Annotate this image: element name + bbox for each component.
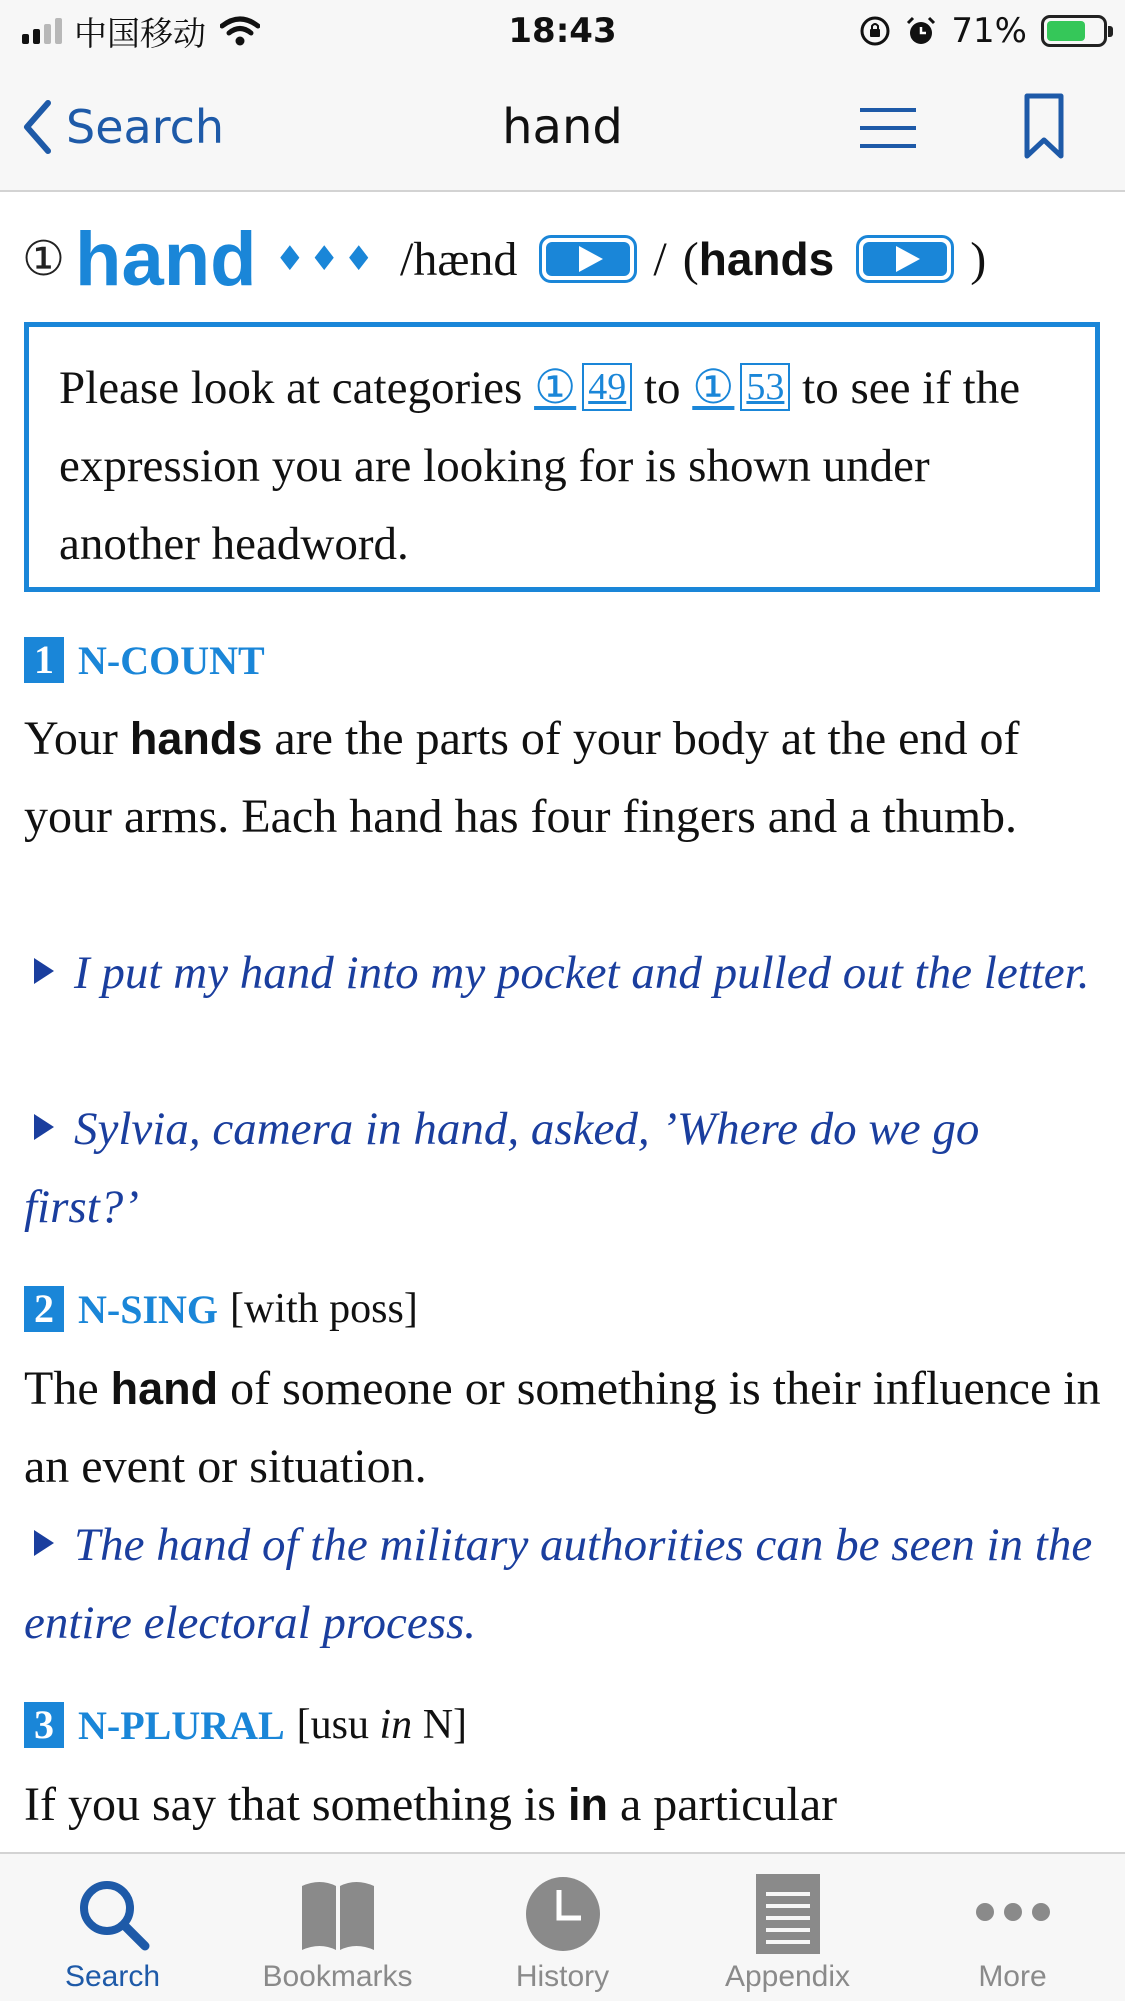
sense-number: 2 xyxy=(24,1286,64,1332)
play-icon xyxy=(546,242,630,276)
tab-more[interactable] xyxy=(900,1854,1125,2001)
book-icon xyxy=(296,1872,380,1956)
rotation-lock-icon xyxy=(859,15,891,47)
pronunciation: hænd xyxy=(413,232,518,286)
def-text: Your xyxy=(24,712,130,765)
tab-search[interactable] xyxy=(0,1854,225,2001)
example-text: The hand of the military authorities can be seen in the entire electoral process. xyxy=(24,1519,1093,1649)
xref-link-49[interactable]: 49 xyxy=(582,363,632,411)
status-right xyxy=(859,8,1107,54)
play-pronunciation-button[interactable] xyxy=(539,235,637,283)
tab-label: More xyxy=(978,1960,1047,1993)
play-icon xyxy=(863,242,947,276)
xref-circle-1[interactable]: ① xyxy=(534,362,577,414)
status-bar xyxy=(0,0,1125,62)
def-keyword: in xyxy=(567,1779,608,1830)
example-1a xyxy=(24,934,1104,1012)
example-marker-icon xyxy=(34,1530,54,1556)
sense-definition-3 xyxy=(24,1766,1104,1844)
plural-form: hands xyxy=(698,233,835,285)
example-1b xyxy=(24,1090,1104,1246)
tab-label: Appendix xyxy=(724,1960,851,1993)
tab-label: Bookmarks xyxy=(262,1960,413,1993)
def-text: of someone or something is their influence in an event or situation. xyxy=(24,1362,1101,1493)
xref-circle-2[interactable]: ① xyxy=(692,362,735,414)
sense-code: N-PLURAL xyxy=(78,1702,285,1748)
def-text: a particular xyxy=(607,1778,838,1831)
play-plural-button[interactable] xyxy=(856,235,954,283)
back-label: Search xyxy=(66,100,225,154)
example-marker-icon xyxy=(34,958,54,984)
sense-code: N-COUNT xyxy=(78,637,265,683)
example-text: Sylvia, camera in hand, asked, ’Where do we go first?’ xyxy=(24,1103,980,1233)
bookmark-icon xyxy=(1022,92,1066,162)
battery-icon xyxy=(1041,15,1107,47)
bookmark-button[interactable] xyxy=(1022,92,1066,162)
grammar-note xyxy=(297,1701,467,1749)
def-keyword: hand xyxy=(110,1363,219,1414)
tab-appendix[interactable] xyxy=(675,1854,900,2001)
sense-number: 3 xyxy=(24,1702,64,1748)
tab-history[interactable] xyxy=(450,1854,675,2001)
gram-text: N] xyxy=(412,1702,468,1748)
example-marker-icon xyxy=(34,1114,54,1140)
entry-content[interactable] xyxy=(0,194,1125,1852)
def-text: are the parts of your body at the end of your arms. Each hand has four fingers and a thumb. xyxy=(24,712,1020,843)
note-text: to xyxy=(632,362,693,414)
battery-level xyxy=(1047,21,1085,41)
pron-close-slash: / xyxy=(653,232,667,286)
note-text: to see if the expression you are looking for is shown under another headword. xyxy=(59,362,1021,570)
sense-code: N-SING xyxy=(78,1286,219,1332)
gram-text: [usu xyxy=(296,1702,380,1748)
tab-bar xyxy=(0,1852,1125,2001)
carrier-name: 中国移动 xyxy=(74,13,206,53)
sense-label-2 xyxy=(24,1286,418,1332)
pron-open-slash: / xyxy=(400,232,414,286)
sense-number: 1 xyxy=(24,637,64,683)
def-keyword: hands xyxy=(129,713,263,764)
sense-label-3 xyxy=(24,1702,467,1748)
headword: hand xyxy=(75,216,257,302)
grammar-note: [with poss] xyxy=(230,1286,418,1332)
tab-label: Search xyxy=(64,1960,161,1993)
nav-bar xyxy=(0,62,1125,192)
alarm-icon xyxy=(905,15,937,47)
sense-definition-1 xyxy=(24,700,1104,856)
sense-label-1 xyxy=(24,637,265,683)
sense-definition-2 xyxy=(24,1350,1104,1506)
status-time: 18:43 xyxy=(508,11,617,51)
page-title: hand xyxy=(502,99,623,155)
xref-link-53[interactable]: 53 xyxy=(740,363,790,411)
tab-bookmarks[interactable] xyxy=(225,1854,450,2001)
clock-icon xyxy=(521,1872,605,1956)
note-box xyxy=(24,322,1100,592)
plural-close-paren: ) xyxy=(970,232,987,286)
search-icon xyxy=(71,1872,155,1956)
tab-label: History xyxy=(515,1960,610,1993)
menu-icon xyxy=(856,100,922,156)
plural-open-paren: ( xyxy=(682,232,699,286)
menu-button[interactable] xyxy=(856,100,922,156)
gram-italic: in xyxy=(379,1702,413,1748)
frequency-diamonds: ♦♦♦ xyxy=(274,239,379,279)
def-text: If you say that something is xyxy=(24,1778,568,1831)
example-text: I put my hand into my pocket and pulled out the letter. xyxy=(74,947,1090,999)
note-text: Please look at categories xyxy=(59,362,535,414)
def-text: The xyxy=(24,1362,111,1415)
more-icon xyxy=(971,1872,1055,1956)
document-icon xyxy=(746,1872,830,1956)
headword-row xyxy=(22,214,986,304)
homograph-number: ① xyxy=(22,231,66,287)
example-2a xyxy=(24,1506,1104,1662)
battery-percent: 71% xyxy=(951,11,1027,51)
